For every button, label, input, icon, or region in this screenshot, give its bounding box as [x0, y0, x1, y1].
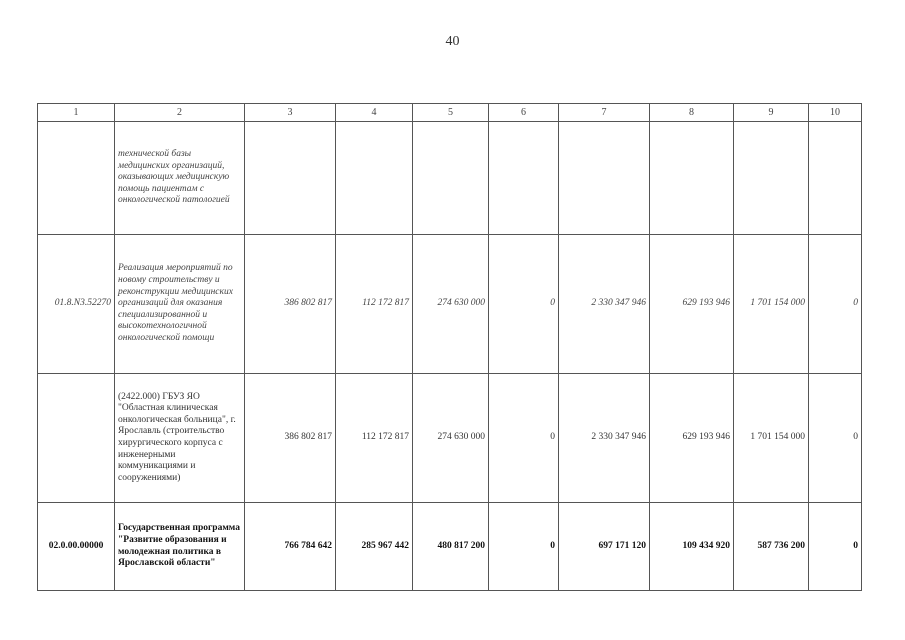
row-code: 02.0.00.00000	[38, 503, 115, 591]
column-number-cell: 8	[650, 104, 734, 122]
value-cell: 274 630 000	[413, 374, 489, 503]
value-cell: 109 434 920	[650, 503, 734, 591]
value-cell: 0	[809, 235, 862, 374]
value-cell	[809, 122, 862, 235]
value-cell	[734, 122, 809, 235]
value-cell: 697 171 120	[559, 503, 650, 591]
value-cell: 2 330 347 946	[559, 374, 650, 503]
value-cell: 0	[489, 235, 559, 374]
column-number-cell: 10	[809, 104, 862, 122]
table-row	[38, 374, 862, 503]
table-row	[38, 503, 862, 591]
value-cell: 2 330 347 946	[559, 235, 650, 374]
value-cell: 112 172 817	[336, 374, 413, 503]
value-cell: 0	[809, 374, 862, 503]
value-cell: 274 630 000	[413, 235, 489, 374]
value-cell: 480 817 200	[413, 503, 489, 591]
budget-table	[37, 103, 862, 591]
value-cell: 285 967 442	[336, 503, 413, 591]
value-cell	[245, 122, 336, 235]
column-number-cell: 9	[734, 104, 809, 122]
row-name: (2422.000) ГБУЗ ЯО "Областная клиническая онкологическая больница", г. Ярославль (строительство хирургического корпуса с инженерными коммуникациями и сооружениями)	[115, 374, 245, 503]
row-code	[38, 122, 115, 235]
row-name: Государственная программа "Развитие образования и молодежная политика в Ярославской области"	[115, 503, 245, 591]
value-cell: 766 784 642	[245, 503, 336, 591]
value-cell: 629 193 946	[650, 374, 734, 503]
column-number-cell: 5	[413, 104, 489, 122]
value-cell: 0	[489, 503, 559, 591]
column-number-cell: 7	[559, 104, 650, 122]
value-cell: 629 193 946	[650, 235, 734, 374]
page-number: 40	[445, 34, 460, 49]
value-cell	[489, 122, 559, 235]
row-code	[38, 374, 115, 503]
value-cell: 112 172 817	[336, 235, 413, 374]
column-number-cell: 3	[245, 104, 336, 122]
value-cell	[413, 122, 489, 235]
table-row	[38, 235, 862, 374]
row-name: Реализация мероприятий по новому строительству и реконструкции медицинских организаций для оказания специализированной и высокотехнологичной онкологической помощи	[115, 235, 245, 374]
table-row	[38, 122, 862, 235]
column-number-cell: 4	[336, 104, 413, 122]
column-number-cell: 1	[38, 104, 115, 122]
row-code: 01.8.N3.52270	[38, 235, 115, 374]
value-cell: 386 802 817	[245, 374, 336, 503]
column-number-cell: 2	[115, 104, 245, 122]
column-number-cell: 6	[489, 104, 559, 122]
value-cell: 587 736 200	[734, 503, 809, 591]
value-cell: 386 802 817	[245, 235, 336, 374]
row-name: технической базы медицинских организаций, оказывающих медицинскую помощь пациентам с онкологической патологией	[115, 122, 245, 235]
value-cell: 1 701 154 000	[734, 374, 809, 503]
value-cell	[650, 122, 734, 235]
value-cell: 0	[489, 374, 559, 503]
value-cell	[559, 122, 650, 235]
column-number-row	[38, 104, 862, 122]
value-cell: 0	[809, 503, 862, 591]
value-cell: 1 701 154 000	[734, 235, 809, 374]
value-cell	[336, 122, 413, 235]
